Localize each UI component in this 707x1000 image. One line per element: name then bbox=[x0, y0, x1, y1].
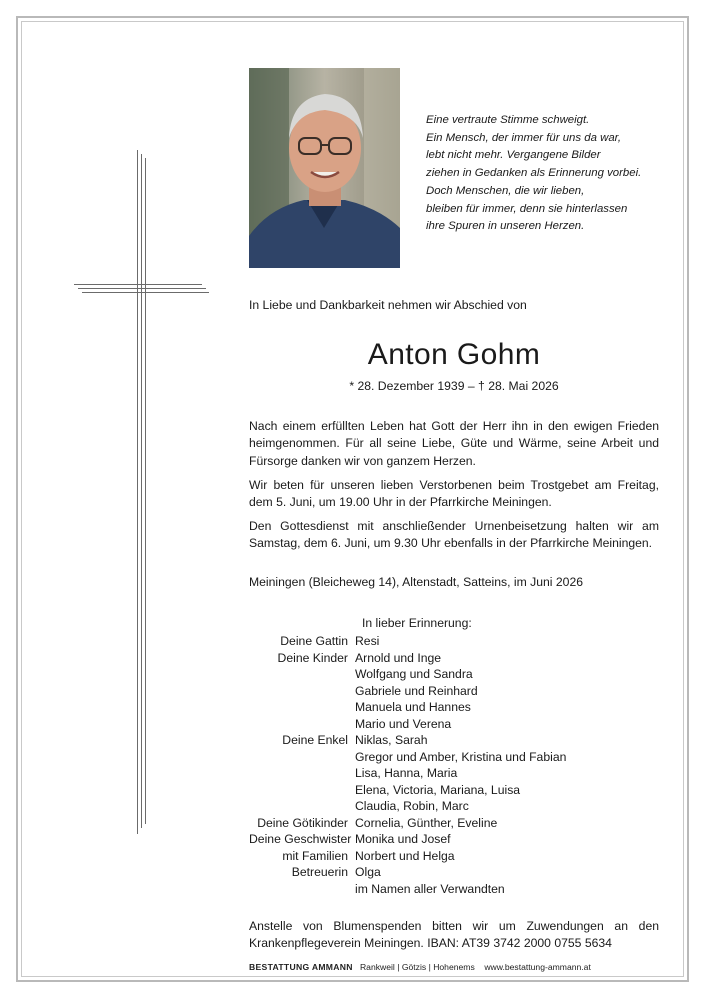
mourner-names: Mario und Verena bbox=[355, 716, 452, 731]
relation-label bbox=[249, 765, 355, 782]
relation-label bbox=[249, 666, 355, 683]
mourner-row bbox=[249, 749, 669, 766]
paragraph-prayer: Wir beten für unseren lieben Verstorbenen beim Trostgebet am Freitag, dem 5. Juni, um 19.00 Uhr in der Pfarrkirche Meiningen. bbox=[249, 478, 659, 510]
relation-label: Deine Kinder bbox=[277, 650, 348, 665]
relation-label bbox=[249, 749, 355, 766]
mourner-names: Resi bbox=[355, 634, 380, 648]
mourner-row bbox=[249, 798, 669, 815]
poem-line: bleiben für immer, denn sie hinterlassen bbox=[426, 202, 628, 215]
poem bbox=[426, 112, 676, 236]
relation-label: Deine Götikinder bbox=[257, 815, 348, 830]
mourner-names: Elena, Victoria, Mariana, Luisa bbox=[355, 782, 521, 797]
mourner-names: Lisa, Hanna, Maria bbox=[355, 766, 458, 780]
life-dates: * 28. Dezember 1939 – † 28. Mai 2026 bbox=[349, 379, 559, 393]
mourner-names: Olga bbox=[355, 865, 381, 879]
mourner-names: Manuela und Hannes bbox=[355, 700, 471, 714]
mourner-row bbox=[249, 666, 669, 683]
mourner-row bbox=[249, 716, 669, 733]
mourner-row bbox=[249, 782, 669, 799]
mourner-names: Niklas, Sarah bbox=[355, 733, 428, 747]
mourner-row bbox=[249, 848, 669, 865]
mourner-names: Cornelia, Günther, Eveline bbox=[355, 815, 498, 830]
relation-label bbox=[249, 798, 355, 815]
footer bbox=[249, 962, 591, 972]
relation-label: Betreuerin bbox=[291, 865, 348, 879]
mourner-names: Arnold und Inge bbox=[355, 650, 442, 665]
brand-word-1: BESTATTUNG bbox=[249, 962, 310, 972]
funeral-home-brand bbox=[249, 962, 353, 972]
mourners-header: In lieber Erinnerung: bbox=[362, 616, 472, 630]
mourner-row bbox=[249, 831, 669, 848]
mourners-list bbox=[249, 633, 669, 897]
relation-label bbox=[249, 699, 355, 716]
relation-label: Deine Gattin bbox=[280, 634, 348, 648]
poem-line: Eine vertraute Stimme schweigt. bbox=[426, 114, 590, 126]
poem-line: lebt nicht mehr. Vergangene Bilder bbox=[426, 149, 601, 162]
deceased-name: Anton Gohm bbox=[367, 338, 541, 371]
relation-label bbox=[249, 683, 355, 700]
brand-word-2: AMMANN bbox=[311, 962, 353, 972]
place-date-line: Meiningen (Bleicheweg 14), Altenstadt, Satteins, im Juni 2026 bbox=[249, 575, 583, 589]
poem-line: Doch Menschen, die wir lieben, bbox=[426, 184, 585, 197]
relation-label bbox=[249, 782, 355, 799]
mourner-row bbox=[249, 633, 669, 650]
mourner-row bbox=[249, 650, 669, 667]
mourner-row bbox=[249, 881, 669, 898]
poem-line: Ein Mensch, der immer für uns da war, bbox=[426, 131, 621, 144]
mourner-row bbox=[249, 699, 669, 716]
paragraph-service: Den Gottesdienst mit anschließender Urnenbeisetzung halten wir am Samstag, dem 6. Juni, um 9.30 Uhr ebenfalls in der Pfarrkirche Meiningen. bbox=[249, 519, 659, 551]
intro-text: In Liebe und Dankbarkeit nehmen wir Abschied von bbox=[249, 298, 527, 312]
relation-label bbox=[249, 881, 355, 898]
mourner-row bbox=[249, 732, 669, 749]
mourner-names: im Namen aller Verwandten bbox=[355, 881, 505, 896]
relation-label: mit Familien bbox=[282, 848, 348, 863]
mourner-names: Wolfgang und Sandra bbox=[355, 667, 473, 681]
mourner-row bbox=[249, 815, 669, 832]
mourner-names: Gabriele und Reinhard bbox=[355, 683, 478, 698]
poem-line: ihre Spuren in unseren Herzen. bbox=[426, 220, 585, 233]
footer-locations: Rankweil | Götzis | Hohenems bbox=[359, 962, 475, 972]
cross-icon bbox=[70, 148, 210, 838]
relation-label: Deine Enkel bbox=[282, 733, 348, 747]
footer-website[interactable]: www.bestattung-ammann.at bbox=[484, 962, 591, 972]
relation-label: Deine Geschwister bbox=[249, 832, 352, 846]
relation-label bbox=[249, 716, 355, 733]
mourner-names: Norbert und Helga bbox=[355, 848, 455, 863]
mourner-names: Gregor und Amber, Kristina und Fabian bbox=[355, 749, 567, 764]
mourner-names: Monika und Josef bbox=[355, 832, 451, 846]
mourner-row bbox=[249, 765, 669, 782]
portrait-photo bbox=[249, 68, 400, 268]
paragraph-farewell: Nach einem erfüllten Leben hat Gott der Herr ihn in den ewigen Frieden heimgenommen. Für all seine Liebe, Güte und Wärme, seine Arbeit und Fürsorge danken wir von ganzem Herzen. bbox=[249, 419, 659, 468]
donation-request: Anstelle von Blumenspenden bitten wir um Zuwendungen an den Krankenpflegeverein Meiningen. IBAN: AT39 3742 2000 0755 5634 bbox=[249, 919, 659, 951]
mourner-row bbox=[249, 683, 669, 700]
mourner-row bbox=[249, 864, 669, 881]
mourner-names: Claudia, Robin, Marc bbox=[355, 799, 469, 813]
poem-line: ziehen in Gedanken als Erinnerung vorbei. bbox=[426, 167, 642, 180]
